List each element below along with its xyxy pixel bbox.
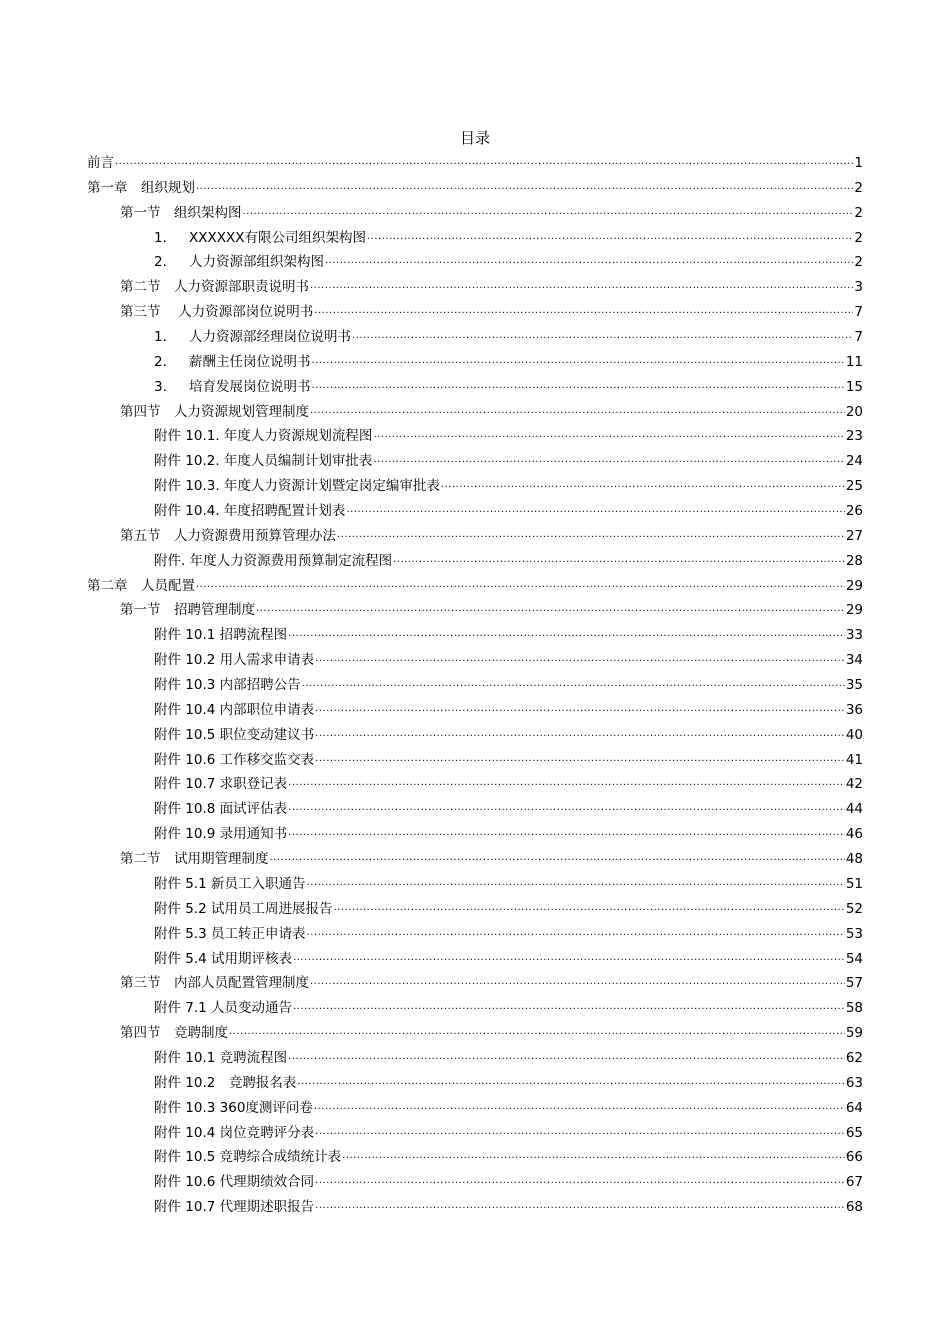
toc-entry-label — [120, 1021, 228, 1046]
toc-entry-text: 人力资源部组织架构图 — [189, 254, 324, 271]
toc-entry-text: 第一节 组织架构图 — [120, 204, 242, 221]
dot-leader — [288, 819, 845, 846]
toc-entry-label — [154, 723, 314, 748]
toc-entry-label — [154, 499, 345, 524]
toc-entry-text: 第一节 招聘管理制度 — [120, 602, 255, 619]
toc-entry-text: 附件 10.1. 年度人力资源规划流程图 — [154, 428, 373, 445]
toc-entry-label — [154, 947, 292, 972]
toc-entry-label — [154, 449, 372, 474]
toc-entry-label — [154, 673, 301, 698]
toc-entry-page-number: 63 — [845, 1074, 863, 1091]
dot-leader — [441, 471, 845, 498]
toc-entry-text: 附件 10.5 职位变动建议书 — [154, 726, 315, 743]
toc-entry-page-number: 36 — [845, 701, 863, 718]
dot-leader — [315, 1167, 845, 1194]
dot-leader — [256, 595, 845, 622]
toc-entry-text: 附件 5.2 试用员工周进展报告 — [154, 900, 333, 917]
toc-entry-text: 附件 7.1 人员变动通告 — [154, 1000, 293, 1017]
dot-leader — [315, 720, 845, 747]
toc-entry-label — [120, 201, 242, 226]
toc-entry-page-number: 67 — [845, 1174, 863, 1191]
toc-entry-page-number: 7 — [854, 304, 863, 321]
toc-entry-page-number: 33 — [845, 627, 863, 644]
toc-entry-text: 第二节 试用期管理制度 — [120, 851, 269, 868]
toc-entry-text: 附件 10.4. 年度招聘配置计划表 — [154, 503, 346, 520]
toc-entry-page-number: 27 — [845, 527, 863, 544]
toc-entry-label — [120, 598, 255, 623]
toc-entry-page-number: 48 — [845, 851, 863, 868]
toc-entry-page-number: 40 — [845, 726, 863, 743]
toc-entry-page-number: 46 — [845, 826, 863, 843]
toc-entry-page-number: 1 — [854, 155, 863, 171]
toc-title: 目录 — [459, 129, 490, 147]
toc-entry-page-number: 42 — [845, 776, 863, 793]
toc-entry-text: 附件 10.1 招聘流程图 — [154, 627, 288, 644]
toc-entry-page-number: 15 — [845, 378, 863, 395]
toc-entry-text: 第二章 人员配置 — [87, 577, 195, 594]
dot-leader — [352, 322, 853, 349]
toc-entry-label — [154, 623, 287, 648]
toc-entry-text: 薪酬主任岗位说明书 — [189, 353, 311, 370]
toc-entry-page-number: 2 — [854, 254, 863, 271]
toc-entry-text: 附件 10.2 用人需求申请表 — [154, 652, 315, 669]
toc-entry-text: 第二节 人力资源部职责说明书 — [120, 279, 309, 296]
toc-entry-label — [154, 424, 372, 449]
toc-entry-text: 附件 10.7 代理期述职报告 — [154, 1199, 315, 1216]
dot-leader — [115, 148, 853, 175]
toc-entry-label — [154, 797, 287, 822]
dot-leader — [293, 993, 845, 1020]
toc-entry-label — [154, 772, 287, 797]
toc-entry-page-number: 11 — [845, 353, 863, 370]
toc-entry-label — [87, 151, 114, 176]
toc-entry-page-number: 54 — [845, 950, 863, 967]
toc-entry[interactable] — [87, 1195, 863, 1220]
toc-entry-text: 附件 10.9 录用通知书 — [154, 826, 288, 843]
dot-leader — [373, 446, 844, 473]
dot-leader — [312, 347, 845, 374]
toc-entry-label — [120, 971, 309, 996]
toc-entry-label — [154, 1170, 314, 1195]
dot-leader — [196, 571, 845, 598]
dot-leader — [314, 297, 853, 324]
dot-leader — [196, 173, 853, 200]
toc-entry-label — [120, 847, 269, 872]
toc-entry-text: 第三节 人力资源部岗位说明书 — [120, 304, 314, 321]
toc-entry-text: 附件 10.2 竞聘报名表 — [154, 1074, 297, 1091]
toc-entry-page-number: 2 — [854, 229, 863, 246]
toc-entry-label — [154, 1096, 313, 1121]
toc-entry-text: 附件 10.3 内部招聘公告 — [154, 677, 301, 694]
toc-entry-page-number: 26 — [845, 503, 863, 520]
toc-entry-label — [154, 698, 314, 723]
toc-entry-page-number: 58 — [845, 1000, 863, 1017]
toc-entry-text: 第五节 人力资源费用预算管理办法 — [120, 527, 336, 544]
dot-leader — [312, 372, 845, 399]
dot-leader — [342, 1142, 845, 1169]
toc-entry-page-number: 44 — [845, 801, 863, 818]
toc-entry-page-number: 7 — [854, 329, 863, 346]
toc-entry-page-number: 24 — [845, 453, 863, 470]
dot-leader — [315, 645, 845, 672]
dot-leader — [288, 1043, 845, 1070]
toc-entry-label — [120, 275, 309, 300]
toc-entry-page-number: 28 — [845, 552, 863, 569]
toc-entry-text: 第一章 组织规划 — [87, 179, 195, 196]
toc-entry-text: 第四节 竞聘制度 — [120, 1025, 228, 1042]
toc-entry-label — [87, 574, 195, 599]
dot-leader — [293, 944, 845, 971]
toc-entry-page-number: 64 — [845, 1099, 863, 1116]
toc-entry-label — [154, 648, 314, 673]
dot-leader — [288, 769, 845, 796]
toc-entry-label — [154, 250, 324, 275]
toc-entry-label — [120, 524, 336, 549]
dot-leader — [229, 1018, 845, 1045]
toc-entry-page-number: 62 — [845, 1049, 863, 1066]
toc-entry-text: 附件 5.3 员工转正申请表 — [154, 925, 306, 942]
toc-entry-label — [154, 1195, 314, 1220]
toc-entry-label — [154, 1046, 287, 1071]
toc-entry-page-number: 68 — [845, 1199, 863, 1216]
toc-entry-label — [154, 922, 306, 947]
dot-leader — [315, 1118, 845, 1145]
toc-entry-number: 1. — [154, 329, 167, 346]
toc-entry-text: 附件 10.6 工作移交监交表 — [154, 751, 315, 768]
toc-entry-label — [154, 1071, 296, 1096]
dot-leader — [314, 1093, 845, 1120]
dot-leader — [243, 198, 854, 225]
toc-entry-label — [154, 350, 311, 375]
toc-entry-label — [154, 872, 306, 897]
dot-leader — [310, 272, 853, 299]
toc-entry-text: 附件 10.1 竞聘流程图 — [154, 1049, 288, 1066]
toc-entry-page-number: 29 — [845, 602, 863, 619]
toc-entry-text: 附件 10.3 360度测评问卷 — [154, 1099, 313, 1116]
toc-entry-text: 附件 10.2. 年度人员编制计划审批表 — [154, 453, 373, 470]
toc-entry-label — [154, 1121, 314, 1146]
toc-entry-page-number: 29 — [845, 577, 863, 594]
toc-entry-page-number: 3 — [854, 279, 863, 296]
toc-entry-label — [87, 176, 195, 201]
toc-entry-number: 2. — [154, 353, 167, 370]
toc-entry-text: 第四节 人力资源规划管理制度 — [120, 403, 309, 420]
toc-entry-number: 1. — [154, 229, 167, 246]
toc-entry-label — [154, 375, 311, 400]
dot-leader — [302, 670, 845, 697]
toc-entry-page-number: 57 — [845, 975, 863, 992]
toc-entry-text: 附件 5.1 新员工入职通告 — [154, 875, 306, 892]
dot-leader — [315, 695, 845, 722]
toc-entry-text: 附件 10.5 竞聘综合成绩统计表 — [154, 1149, 342, 1166]
table-of-contents — [87, 151, 863, 1220]
toc-entry-label — [154, 822, 287, 847]
dot-leader — [270, 844, 845, 871]
dot-leader — [307, 919, 845, 946]
toc-entry-text: 附件 10.7 求职登记表 — [154, 776, 288, 793]
dot-leader — [346, 496, 844, 523]
toc-entry-text: 人力资源部经理岗位说明书 — [189, 329, 351, 346]
toc-entry-page-number: 20 — [845, 403, 863, 420]
toc-entry-page-number: 25 — [845, 478, 863, 495]
dot-leader — [310, 968, 845, 995]
toc-entry-label — [120, 300, 313, 325]
toc-entry-page-number: 52 — [845, 900, 863, 917]
toc-entry-text: XXXXXX有限公司组织架构图 — [189, 229, 366, 246]
toc-entry-page-number: 2 — [854, 204, 863, 221]
toc-entry-page-number: 59 — [845, 1025, 863, 1042]
dot-leader — [334, 894, 845, 921]
toc-entry-text: 附件 10.6 代理期绩效合同 — [154, 1174, 315, 1191]
toc-entry-text: 附件. 年度人力资源费用预算制定流程图 — [154, 552, 393, 569]
dot-leader — [288, 794, 845, 821]
toc-entry-page-number: 35 — [845, 677, 863, 694]
toc-entry-text: 附件 5.4 试用期评核表 — [154, 950, 293, 967]
toc-entry-page-number: 41 — [845, 751, 863, 768]
toc-entry-page-number: 51 — [845, 875, 863, 892]
dot-leader — [337, 521, 845, 548]
toc-entry-page-number: 23 — [845, 428, 863, 445]
dot-leader — [367, 223, 853, 250]
toc-entry-number: 3. — [154, 378, 167, 395]
toc-entry-page-number: 53 — [845, 925, 863, 942]
dot-leader — [373, 421, 844, 448]
toc-entry-text: 附件 10.4 内部职位申请表 — [154, 701, 315, 718]
toc-entry-page-number: 65 — [845, 1124, 863, 1141]
toc-entry-text: 第三节 内部人员配置管理制度 — [120, 975, 309, 992]
toc-entry-number: 2. — [154, 254, 167, 271]
toc-entry-text: 培育发展岗位说明书 — [189, 378, 311, 395]
dot-leader — [307, 869, 845, 896]
dot-leader — [393, 546, 845, 573]
toc-entry-text: 附件 10.3. 年度人力资源计划暨定岗定编审批表 — [154, 478, 440, 495]
toc-entry-label — [120, 400, 309, 425]
toc-entry-text: 前言 — [87, 155, 114, 171]
dot-leader — [315, 1192, 845, 1219]
dot-leader — [310, 397, 845, 424]
dot-leader — [315, 745, 845, 772]
toc-entry-text: 附件 10.8 面试评估表 — [154, 801, 288, 818]
toc-entry-page-number: 34 — [845, 652, 863, 669]
toc-entry-page-number: 2 — [854, 179, 863, 196]
toc-entry-label — [154, 1145, 341, 1170]
dot-leader — [288, 620, 845, 647]
toc-entry-page-number: 66 — [845, 1149, 863, 1166]
dot-leader — [297, 1068, 844, 1095]
dot-leader — [325, 247, 853, 274]
toc-entry-text: 附件 10.4 岗位竞聘评分表 — [154, 1124, 315, 1141]
